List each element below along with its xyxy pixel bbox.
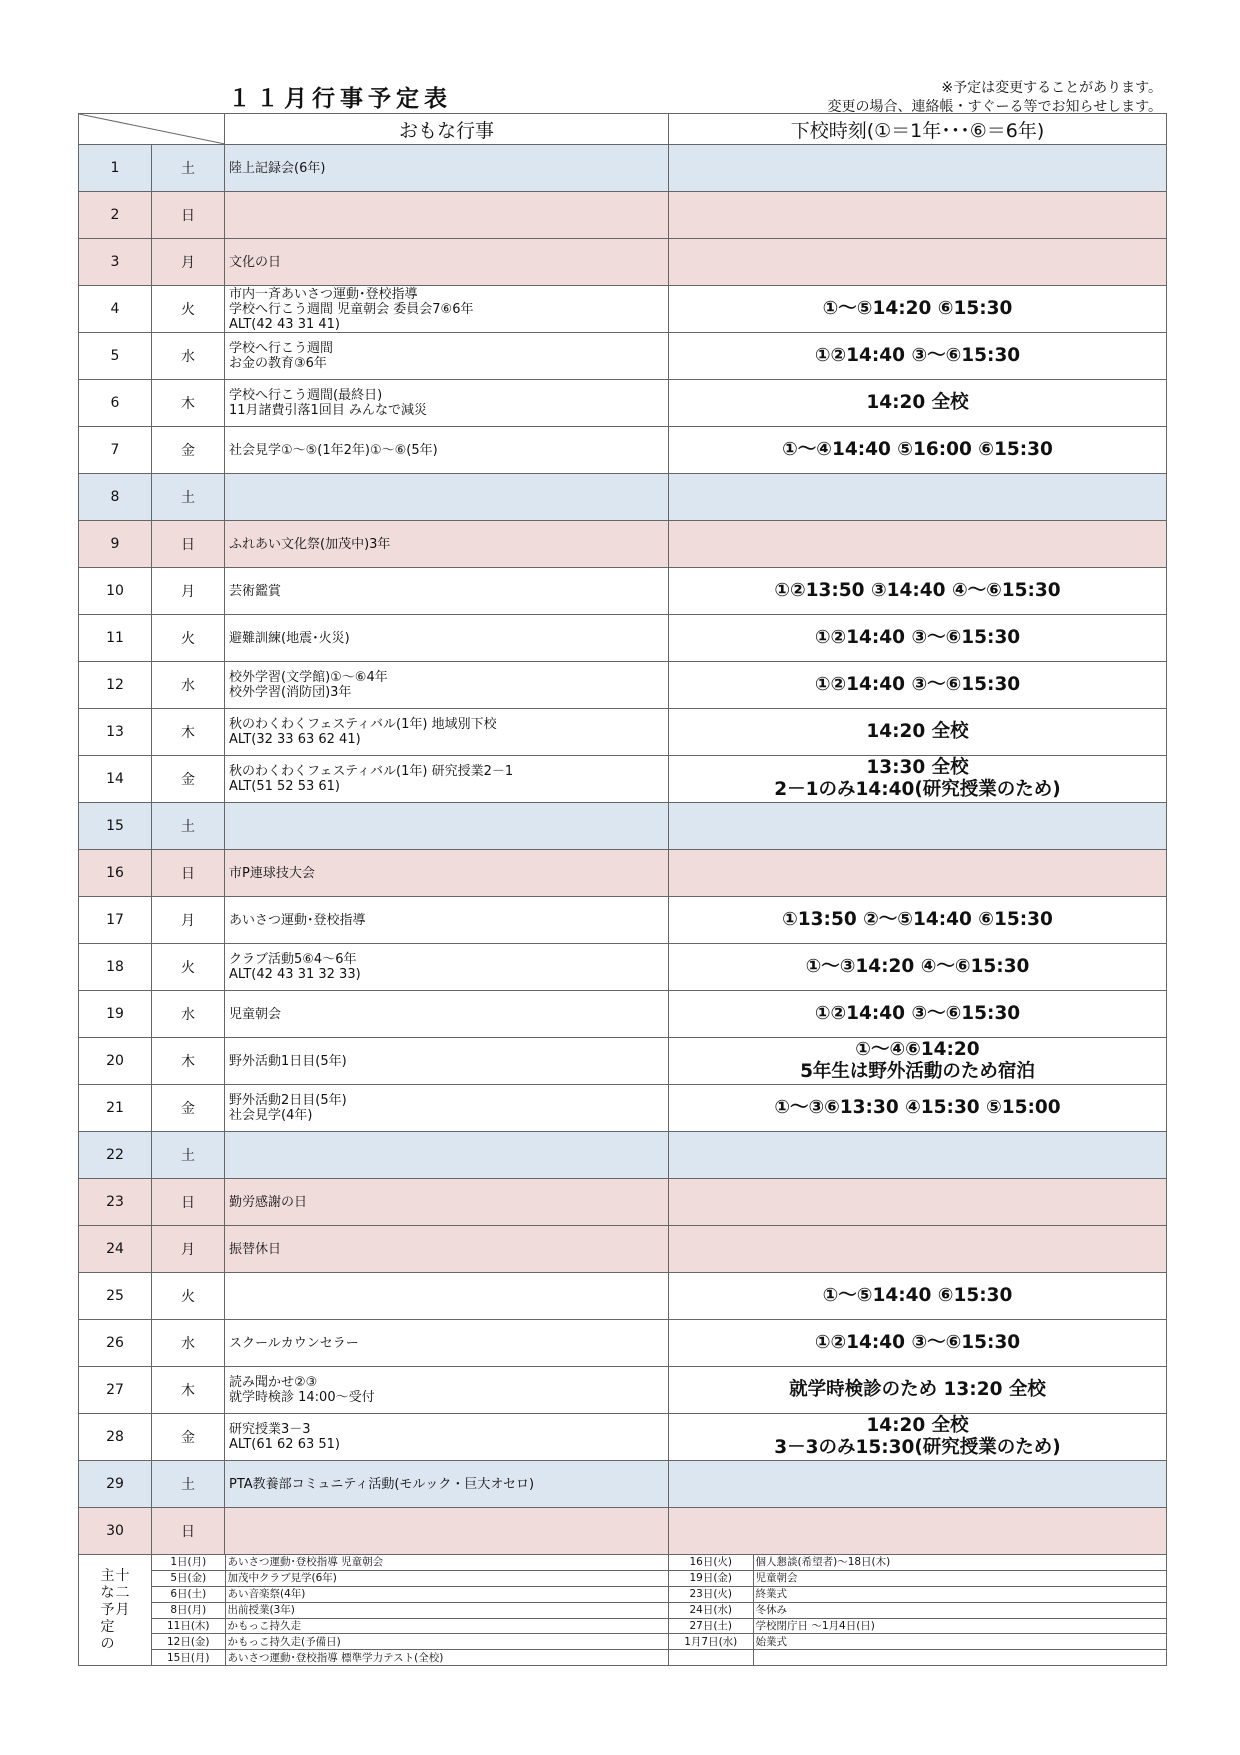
day-weekday: 月: [152, 239, 225, 286]
day-date: 2: [79, 192, 152, 239]
december-event-row: [669, 1618, 1166, 1634]
december-event-row: [152, 1618, 668, 1634]
day-dismissal: [669, 1367, 1167, 1414]
day-dismissal: [669, 1461, 1167, 1508]
day-row: [79, 662, 1167, 709]
day-weekday: 日: [152, 521, 225, 568]
day-dismissal: [669, 1414, 1167, 1461]
day-date: 5: [79, 333, 152, 380]
event-line: ふれあい文化祭(加茂中)3年: [229, 536, 391, 552]
day-date: 15: [79, 803, 152, 850]
day-events: [225, 568, 669, 615]
event-line: 野外活動1日目(5年): [229, 1053, 347, 1069]
dismissal-line: ①～③⑥13:30 ④15:30 ⑤15:00: [774, 1097, 1061, 1118]
day-events: [225, 333, 669, 380]
december-label-char: 二: [115, 1584, 130, 1601]
december-event-row: [152, 1634, 668, 1650]
event-line: 11月諸費引落1回目 みんなで減災: [229, 403, 427, 418]
december-event-text: 学校閉庁日 ～1月4日(日): [753, 1618, 1166, 1634]
event-line: PTA教養部コミュニティ活動(モルック・巨大オセロ): [229, 1476, 535, 1492]
december-event-text: かもっこ持久走(予備日): [225, 1634, 668, 1650]
december-event-date: 6日(土): [152, 1586, 225, 1602]
event-line: 学校へ行こう週間(最終日): [229, 388, 383, 403]
dismissal-line: 14:20 全校: [866, 721, 969, 742]
december-event-text: かもっこ持久走: [225, 1618, 668, 1634]
day-dismissal: [669, 239, 1167, 286]
day-dismissal: [669, 944, 1167, 991]
event-line: ALT(42 43 31 41): [229, 316, 340, 332]
day-date: 25: [79, 1273, 152, 1320]
day-events: [225, 1085, 669, 1132]
dismissal-line: ①②14:40 ③～⑥15:30: [814, 674, 1021, 695]
day-weekday: 日: [152, 192, 225, 239]
event-line: 校外学習(消防団)3年: [229, 685, 352, 700]
december-label-char: な: [100, 1584, 115, 1601]
december-event-date: 27日(土): [669, 1618, 753, 1634]
day-date: 11: [79, 615, 152, 662]
events-header: おもな行事: [225, 114, 669, 145]
day-events: [225, 1461, 669, 1508]
december-event-date: 15日(月): [152, 1650, 225, 1665]
event-line: 児童朝会: [229, 1006, 282, 1022]
day-row: [79, 192, 1167, 239]
day-dismissal: [669, 803, 1167, 850]
day-dismissal: [669, 756, 1167, 803]
day-events: [225, 803, 669, 850]
day-weekday: 木: [152, 380, 225, 427]
dismissal-line: 5年生は野外活動のため宿泊: [800, 1061, 1035, 1082]
december-event-text: 出前授業(3年): [225, 1602, 668, 1618]
day-events: [225, 192, 669, 239]
event-line: 芸術鑑賞: [229, 583, 282, 599]
day-events: [225, 1226, 669, 1273]
dismissal-line: 就学時検診のため 13:20 全校: [789, 1379, 1046, 1400]
december-label-char: 定: [100, 1618, 115, 1635]
day-dismissal: [669, 1038, 1167, 1085]
december-event-text: 始業式: [753, 1634, 1166, 1650]
day-date: 6: [79, 380, 152, 427]
december-event-date: 1月7日(水): [669, 1634, 753, 1650]
day-row: [79, 474, 1167, 521]
day-events: [225, 615, 669, 662]
day-row: [79, 1508, 1167, 1555]
day-row: [79, 1320, 1167, 1367]
dismissal-line: ①②14:40 ③～⑥15:30: [814, 627, 1021, 648]
day-row: [79, 944, 1167, 991]
day-events: [225, 380, 669, 427]
day-dismissal: [669, 380, 1167, 427]
day-dismissal: [669, 568, 1167, 615]
december-event-date: 1日(月): [152, 1555, 225, 1570]
december-events-left: [152, 1555, 669, 1666]
dismissal-line: ①②14:40 ③～⑥15:30: [814, 345, 1021, 366]
day-weekday: 水: [152, 1320, 225, 1367]
day-row: [79, 1367, 1167, 1414]
day-weekday: 日: [152, 1508, 225, 1555]
event-line: 陸上記録会(6年): [229, 160, 326, 176]
day-weekday: 土: [152, 1461, 225, 1508]
december-event-row: [669, 1555, 1166, 1570]
dismissal-line: ①～⑤14:20 ⑥15:30: [822, 298, 1013, 319]
dismissal-line: ①～④⑥14:20: [855, 1039, 980, 1060]
december-event-text: あい音楽祭(4年): [225, 1586, 668, 1602]
day-row: [79, 521, 1167, 568]
day-weekday: 土: [152, 803, 225, 850]
day-events: [225, 1508, 669, 1555]
day-weekday: 金: [152, 1085, 225, 1132]
december-event-row: [669, 1570, 1166, 1586]
day-events: [225, 709, 669, 756]
day-dismissal: [669, 1320, 1167, 1367]
december-event-row: [152, 1555, 668, 1570]
day-row: [79, 333, 1167, 380]
day-date: 13: [79, 709, 152, 756]
december-label-char: の: [100, 1635, 115, 1652]
event-line: 振替休日: [229, 1241, 282, 1257]
event-line: ALT(61 62 63 51): [229, 1437, 340, 1452]
day-events: [225, 944, 669, 991]
dismissal-line: 14:20 全校: [866, 1415, 969, 1436]
day-date: 29: [79, 1461, 152, 1508]
december-label-char: 十: [115, 1567, 130, 1584]
event-line: 学校へ行こう週間: [229, 341, 334, 356]
day-events: [225, 1367, 669, 1414]
event-line: 秋のわくわくフェスティバル(1年) 研究授業2－1: [229, 764, 514, 779]
day-dismissal: [669, 1226, 1167, 1273]
day-weekday: 水: [152, 991, 225, 1038]
day-events: [225, 286, 669, 333]
day-events: [225, 1132, 669, 1179]
day-date: 23: [79, 1179, 152, 1226]
event-line: スクールカウンセラー: [229, 1335, 359, 1351]
day-date: 9: [79, 521, 152, 568]
day-weekday: 月: [152, 568, 225, 615]
day-dismissal: [669, 474, 1167, 521]
december-event-text: 終業式: [753, 1586, 1166, 1602]
event-line: 社会見学(4年): [229, 1108, 313, 1123]
table-header-row: [79, 114, 1167, 145]
day-date: 8: [79, 474, 152, 521]
december-event-text: あいさつ運動･登校指導 児童朝会: [225, 1555, 668, 1570]
december-event-row: [152, 1650, 668, 1665]
december-event-date: 5日(金): [152, 1570, 225, 1586]
day-dismissal: [669, 850, 1167, 897]
december-event-date: 11日(木): [152, 1618, 225, 1634]
day-dismissal: [669, 427, 1167, 474]
day-date: 7: [79, 427, 152, 474]
december-label-char: 主: [100, 1567, 115, 1584]
day-weekday: 土: [152, 1132, 225, 1179]
day-row: [79, 709, 1167, 756]
december-label: [79, 1555, 152, 1666]
day-events: [225, 1273, 669, 1320]
day-date: 12: [79, 662, 152, 709]
header-diagonal-cell: [79, 114, 225, 145]
day-date: 4: [79, 286, 152, 333]
day-date: 18: [79, 944, 152, 991]
dismissal-line: ①②13:50 ③14:40 ④～⑥15:30: [774, 580, 1061, 601]
day-events: [225, 1179, 669, 1226]
day-weekday: 火: [152, 944, 225, 991]
event-line: 文化の日: [229, 254, 282, 270]
december-event-row: [669, 1650, 1166, 1665]
dismissal-line: ①～④14:40 ⑤16:00 ⑥15:30: [782, 439, 1053, 460]
december-event-row: [669, 1586, 1166, 1602]
day-dismissal: [669, 145, 1167, 192]
day-weekday: 火: [152, 1273, 225, 1320]
december-event-row: [152, 1570, 668, 1586]
day-dismissal: [669, 286, 1167, 333]
event-line: 就学時検診 14:00～受付: [229, 1390, 375, 1405]
december-label-column: [116, 1568, 130, 1653]
december-event-text: 冬休み: [753, 1602, 1166, 1618]
dismissal-line: ①13:50 ②～⑤14:40 ⑥15:30: [782, 909, 1053, 930]
day-row: [79, 1038, 1167, 1085]
day-row: [79, 1414, 1167, 1461]
day-weekday: 水: [152, 662, 225, 709]
day-weekday: 日: [152, 850, 225, 897]
dismissal-line: 14:20 全校: [866, 392, 969, 413]
change-notice: ※予定は変更することがあります。: [941, 80, 1162, 96]
day-row: [79, 1461, 1167, 1508]
event-line: 市内一斉あいさつ運動･登校指導: [229, 286, 418, 302]
diagonal-line: [79, 114, 225, 144]
day-row: [79, 803, 1167, 850]
dismissal-header: 下校時刻(①＝1年･･･⑥＝6年): [669, 114, 1167, 145]
day-dismissal: [669, 991, 1167, 1038]
day-events: [225, 474, 669, 521]
day-date: 3: [79, 239, 152, 286]
day-date: 20: [79, 1038, 152, 1085]
dismissal-line: 2－1のみ14:40(研究授業のため): [774, 779, 1061, 800]
december-event-date: 23日(火): [669, 1586, 753, 1602]
day-dismissal: [669, 192, 1167, 239]
day-events: [225, 1038, 669, 1085]
day-date: 27: [79, 1367, 152, 1414]
dismissal-line: 3－3のみ15:30(研究授業のため): [774, 1437, 1061, 1458]
day-dismissal: [669, 1132, 1167, 1179]
day-dismissal: [669, 897, 1167, 944]
day-row: [79, 991, 1167, 1038]
event-line: お金の教育③6年: [229, 356, 327, 371]
day-row: [79, 1132, 1167, 1179]
december-event-row: [152, 1586, 668, 1602]
event-line: ALT(42 43 31 32 33): [229, 967, 361, 982]
december-label-char: 予: [100, 1601, 115, 1618]
day-row: [79, 568, 1167, 615]
day-weekday: 水: [152, 333, 225, 380]
day-events: [225, 427, 669, 474]
december-event-text: [753, 1650, 1166, 1665]
december-event-date: 24日(水): [669, 1602, 753, 1618]
day-dismissal: [669, 1179, 1167, 1226]
event-line: 勤労感謝の日: [229, 1194, 308, 1210]
day-row: [79, 1179, 1167, 1226]
december-event-text: 個人懇談(希望者)～18日(木): [753, 1555, 1166, 1570]
day-row: [79, 1226, 1167, 1273]
day-dismissal: [669, 521, 1167, 568]
december-event-date: 16日(火): [669, 1555, 753, 1570]
day-weekday: 金: [152, 756, 225, 803]
day-events: [225, 1414, 669, 1461]
day-dismissal: [669, 1273, 1167, 1320]
day-date: 14: [79, 756, 152, 803]
day-row: [79, 145, 1167, 192]
event-line: 学校へ行こう週間 児童朝会 委員会7⑥6年: [229, 301, 474, 317]
dismissal-line: ①②14:40 ③～⑥15:30: [814, 1332, 1021, 1353]
event-line: 社会見学①～⑤(1年2年)①～⑥(5年): [229, 442, 438, 458]
day-weekday: 土: [152, 474, 225, 521]
day-dismissal: [669, 662, 1167, 709]
day-date: 26: [79, 1320, 152, 1367]
day-events: [225, 897, 669, 944]
event-line: あいさつ運動･登校指導: [229, 912, 366, 928]
day-weekday: 火: [152, 286, 225, 333]
day-date: 24: [79, 1226, 152, 1273]
event-line: 避難訓練(地震･火災): [229, 630, 350, 646]
dismissal-line: ①～③14:20 ④～⑥15:30: [805, 956, 1030, 977]
day-date: 30: [79, 1508, 152, 1555]
day-row: [79, 1273, 1167, 1320]
day-events: [225, 756, 669, 803]
december-label-column: [101, 1568, 115, 1653]
december-event-row: [152, 1602, 668, 1618]
day-events: [225, 145, 669, 192]
day-dismissal: [669, 333, 1167, 380]
day-row: [79, 380, 1167, 427]
day-row: [79, 427, 1167, 474]
december-event-text: 児童朝会: [753, 1570, 1166, 1586]
event-line: クラブ活動5⑥4～6年: [229, 952, 357, 967]
day-date: 17: [79, 897, 152, 944]
day-weekday: 金: [152, 1414, 225, 1461]
day-dismissal: [669, 615, 1167, 662]
day-events: [225, 521, 669, 568]
day-events: [225, 239, 669, 286]
day-dismissal: [669, 709, 1167, 756]
day-weekday: 土: [152, 145, 225, 192]
december-event-date: 19日(金): [669, 1570, 753, 1586]
event-line: ALT(32 33 63 62 41): [229, 732, 361, 747]
december-event-row: [669, 1634, 1166, 1650]
contact-notice: 変更の場合、連絡帳・すぐーる等でお知らせします。: [827, 99, 1162, 115]
day-row: [79, 897, 1167, 944]
day-date: 16: [79, 850, 152, 897]
day-weekday: 金: [152, 427, 225, 474]
day-weekday: 火: [152, 615, 225, 662]
event-line: 校外学習(文学館)①～⑥4年: [229, 670, 388, 685]
day-weekday: 木: [152, 709, 225, 756]
page-title: １１月行事予定表: [228, 86, 452, 112]
day-weekday: 日: [152, 1179, 225, 1226]
december-section: [79, 1555, 1167, 1666]
dismissal-line: ①②14:40 ③～⑥15:30: [814, 1003, 1021, 1024]
event-line: 秋のわくわくフェスティバル(1年) 地域別下校: [229, 717, 497, 732]
day-row: [79, 756, 1167, 803]
december-event-date: 8日(月): [152, 1602, 225, 1618]
day-weekday: 木: [152, 1367, 225, 1414]
december-event-text: あいさつ運動･登校指導 標準学力テスト(全校): [227, 1651, 444, 1664]
december-events-right: [669, 1555, 1167, 1666]
day-events: [225, 1320, 669, 1367]
event-line: 研究授業3－3: [229, 1422, 311, 1437]
day-events: [225, 991, 669, 1038]
day-date: 28: [79, 1414, 152, 1461]
day-dismissal: [669, 1085, 1167, 1132]
december-event-text: 加茂中クラブ見学(6年): [225, 1570, 668, 1586]
day-date: 19: [79, 991, 152, 1038]
event-line: 読み聞かせ②③: [229, 1375, 318, 1390]
december-event-row: [669, 1602, 1166, 1618]
day-events: [225, 662, 669, 709]
day-date: 1: [79, 145, 152, 192]
day-date: 10: [79, 568, 152, 615]
event-line: ALT(51 52 53 61): [229, 779, 340, 794]
dismissal-line: ①～⑤14:40 ⑥15:30: [822, 1285, 1013, 1306]
day-row: [79, 239, 1167, 286]
dismissal-line: 13:30 全校: [866, 757, 969, 778]
day-weekday: 月: [152, 1226, 225, 1273]
day-row: [79, 1085, 1167, 1132]
december-label-char: 月: [115, 1601, 130, 1618]
day-row: [79, 850, 1167, 897]
day-date: 22: [79, 1132, 152, 1179]
day-events: [225, 850, 669, 897]
day-dismissal: [669, 1508, 1167, 1555]
day-weekday: 木: [152, 1038, 225, 1085]
event-line: 市P連球技大会: [229, 865, 315, 881]
december-event-date: 12日(金): [152, 1634, 225, 1650]
day-row: [79, 286, 1167, 333]
schedule-table: [78, 113, 1167, 1666]
day-weekday: 月: [152, 897, 225, 944]
day-date: 21: [79, 1085, 152, 1132]
event-line: 野外活動2日目(5年): [229, 1093, 347, 1108]
day-row: [79, 615, 1167, 662]
december-event-date: [669, 1650, 753, 1665]
